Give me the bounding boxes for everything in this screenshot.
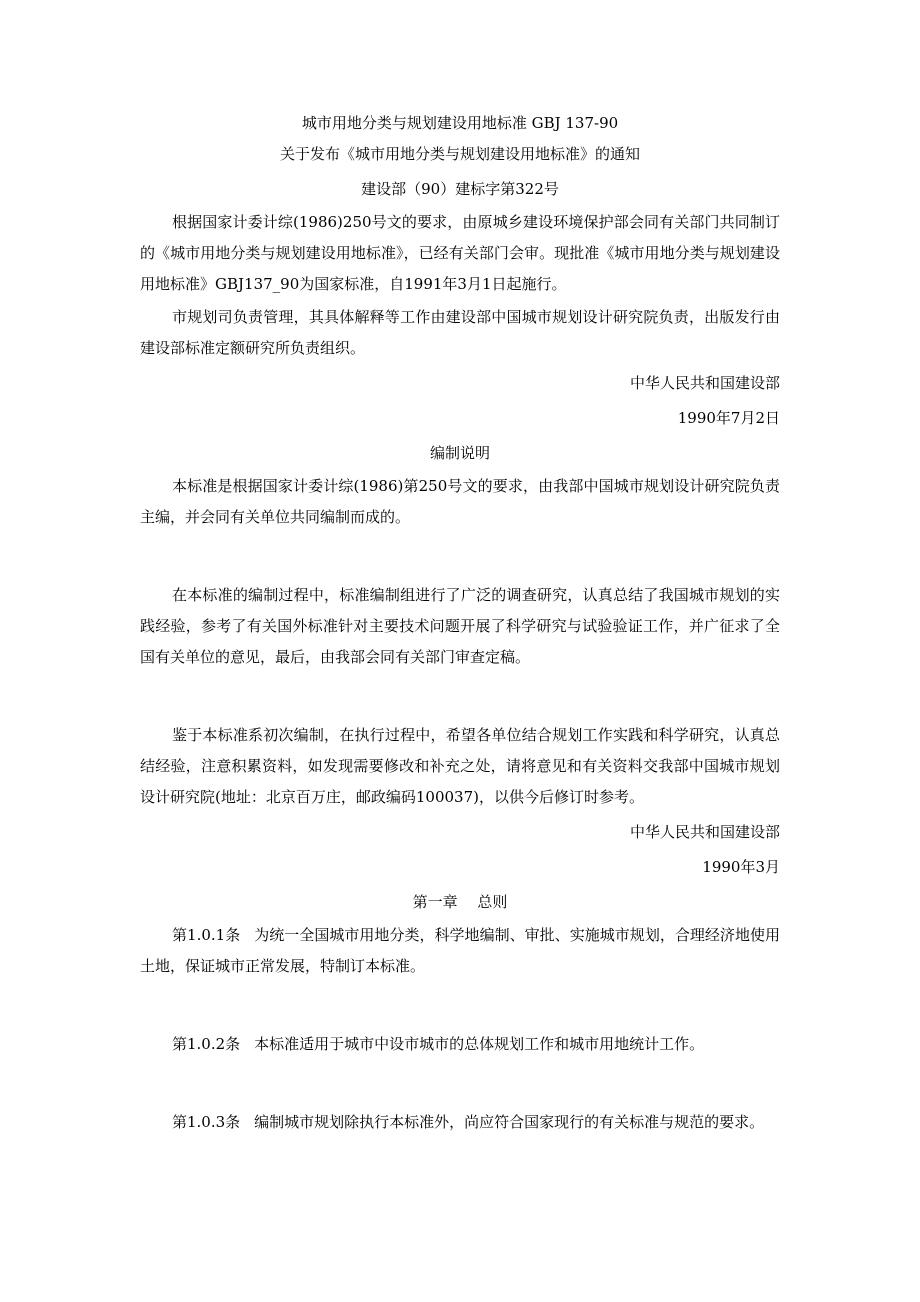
document-title: 城市用地分类与规划建设用地标准 GBJ 137-90	[301, 114, 619, 132]
article-text: 编制城市规划除执行本标准外，尚应符合国家现行的有关标准与规范的要求。	[254, 1113, 765, 1131]
article-2	[140, 1029, 780, 1060]
article-number: 第1.0.1条	[172, 926, 241, 944]
explanation-title: 编制说明	[429, 444, 490, 462]
article-text: 为统一全国城市用地分类，科学地编制、审批、实施城市规划，合理经济地使用土地，保证城市正常发展，特制订本标准。	[140, 926, 780, 975]
doc-number: 建设部（90）建标字第322号	[361, 180, 559, 198]
article-number: 第1.0.3条	[172, 1113, 241, 1131]
article-3	[140, 1107, 780, 1138]
notice-paragraph-1: 根据国家计委计综(1986)250号文的要求，由原城乡建设环境保护部会同有关部门共同制订的《城市用地分类与规划建设用地标准》，已经有关部门会审。现批准《城市用地分类与规划建设用地标准》GBJ137_90为国家标准，自1991年3月1日起施行。	[140, 213, 780, 293]
explanation-date: 1990年3月	[702, 858, 780, 876]
explanation-signature: 中华人民共和国建设部	[629, 823, 780, 841]
notice-date: 1990年7月2日	[677, 409, 780, 427]
notice-signature: 中华人民共和国建设部	[629, 374, 780, 392]
notice-title: 关于发布《城市用地分类与规划建设用地标准》的通知	[279, 145, 640, 163]
explanation-paragraph-2: 在本标准的编制过程中，标准编制组进行了广泛的调查研究，认真总结了我国城市规划的实践经验，参考了有关国外标准针对主要技术问题开展了科学研究与试验验证工作，并广征求了全国有关单位的意见，最后，由我部会同有关部门审查定稿。	[140, 586, 780, 666]
explanation-paragraph-1: 本标准是根据国家计委计综(1986)第250号文的要求，由我部中国城市规划设计研究院负责主编，并会同有关单位共同编制而成的。	[140, 477, 780, 526]
article-number: 第1.0.2条	[172, 1035, 241, 1053]
chapter-title: 第一章 总则	[412, 893, 508, 911]
article-text: 本标准适用于城市中设市城市的总体规划工作和城市用地统计工作。	[254, 1035, 705, 1053]
explanation-paragraph-3: 鉴于本标准系初次编制，在执行过程中，希望各单位结合规划工作实践和科学研究，认真总结经验，注意积累资料，如发现需要修改和补充之处，请将意见和有关资料交我部中国城市规划设计研究院(地址：北京百万庄，邮政编码100037)，以供今后修订时参考。	[140, 726, 780, 806]
article-1	[140, 920, 780, 982]
notice-paragraph-2: 市规划司负责管理，其具体解释等工作由建设部中国城市规划设计研究院负责，出版发行由建设部标准定额研究所负责组织。	[140, 308, 780, 357]
document-page	[140, 108, 780, 1138]
